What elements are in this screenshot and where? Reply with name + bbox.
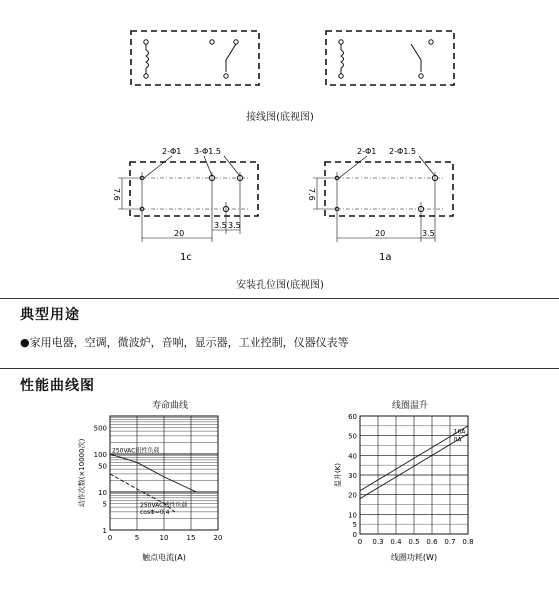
y-tick-label: 5 (102, 500, 107, 509)
x-axis-label: 线圈功耗(W) (390, 553, 438, 562)
annotation: 250VAC阻性负载 (112, 447, 160, 455)
y-tick-label: 10 (348, 511, 357, 520)
dim-a: 3.5 (214, 221, 227, 230)
mounting-caption: 安装孔位图(底视图) (236, 280, 324, 291)
make-contact-icon (411, 40, 433, 78)
width-dim: 20 (375, 229, 386, 238)
y-tick-label: 20 (348, 491, 357, 500)
height-dim: 7.6 (112, 188, 121, 201)
annotation: cosΦ=0.4 (140, 508, 170, 516)
height-dim: 7.6 (307, 188, 316, 201)
wiring-diagram-1a (323, 28, 457, 88)
dim-b: 3.5 (228, 221, 241, 230)
x-tick-label: 5 (134, 534, 140, 542)
x-tick-label: 0 (357, 538, 363, 546)
y-axis-label: 动作次数(×10000次) (78, 438, 86, 508)
y-tick-label: 10 (98, 489, 107, 497)
chart-title: 线圈温升 (391, 401, 428, 411)
variant-label: 1a (379, 252, 392, 263)
applications-list: 家用电器，空调，微波炉，音响，显示器，工业控制，仪器仪表等 (29, 336, 349, 349)
y-tick-label: 5 (352, 521, 357, 530)
wiring-caption: 接线图(底视图) (246, 112, 314, 123)
y-tick-label: 1 (102, 527, 107, 535)
chart-title: 寿命曲线 (151, 401, 188, 411)
y-tick-label: 50 (348, 432, 357, 441)
wiring-diagram-1c (128, 28, 262, 88)
x-tick-label: 0 (107, 534, 113, 542)
hole-b-label: 3-Φ1.5 (194, 147, 221, 156)
curves-title: 性能曲线图 (20, 378, 95, 394)
applications-title: 典型用途 (20, 307, 80, 323)
mounting-diagram-1c (100, 142, 270, 264)
y-tick-label: 500 (93, 424, 107, 433)
x-axis-label: 触点电流(A) (142, 553, 186, 562)
coil-icon (339, 40, 344, 78)
y-axis-label: 温升(K) (334, 462, 342, 488)
applications-text (20, 334, 349, 350)
mounting-diagram-1a (295, 142, 465, 264)
hole-a-label: 2-Φ1 (162, 147, 182, 156)
width-dim: 20 (174, 229, 185, 238)
changeover-contact-icon (210, 40, 238, 78)
y-tick-label: 0 (352, 531, 357, 539)
variant-label: 1c (180, 252, 192, 263)
y-tick-label: 40 (348, 452, 357, 461)
section-divider (0, 368, 559, 369)
y-tick-label: 50 (98, 462, 107, 471)
hole-b-label: 2-Φ1.5 (389, 147, 416, 156)
x-tick-label: 0.6 (426, 538, 438, 546)
coil-temp-plot (330, 410, 490, 578)
x-tick-label: 0.7 (444, 538, 456, 546)
section-divider (0, 298, 559, 299)
dim-a: 3.5 (422, 229, 435, 238)
x-tick-label: 15 (186, 534, 196, 542)
hole-a-label: 2-Φ1 (357, 147, 377, 156)
series-label: 0A (453, 436, 462, 444)
series-label: 16A (453, 428, 466, 436)
life-curve-chart (70, 398, 260, 578)
annotation: 250VAC感性负载 (140, 502, 188, 510)
life-curve-plot (70, 410, 260, 578)
coil-temp-chart (330, 398, 490, 578)
x-tick-label: 0.4 (390, 538, 402, 546)
y-tick-label: 60 (348, 413, 357, 421)
x-tick-label: 0.8 (462, 538, 474, 546)
x-tick-label: 10 (159, 534, 169, 542)
x-tick-label: 20 (213, 534, 223, 542)
x-tick-label: 0.3 (372, 538, 384, 546)
coil-icon (144, 40, 149, 78)
x-tick-label: 0.5 (408, 538, 420, 546)
y-tick-label: 100 (93, 451, 107, 459)
y-tick-label: 30 (348, 472, 357, 480)
bullet: ● (20, 336, 30, 349)
